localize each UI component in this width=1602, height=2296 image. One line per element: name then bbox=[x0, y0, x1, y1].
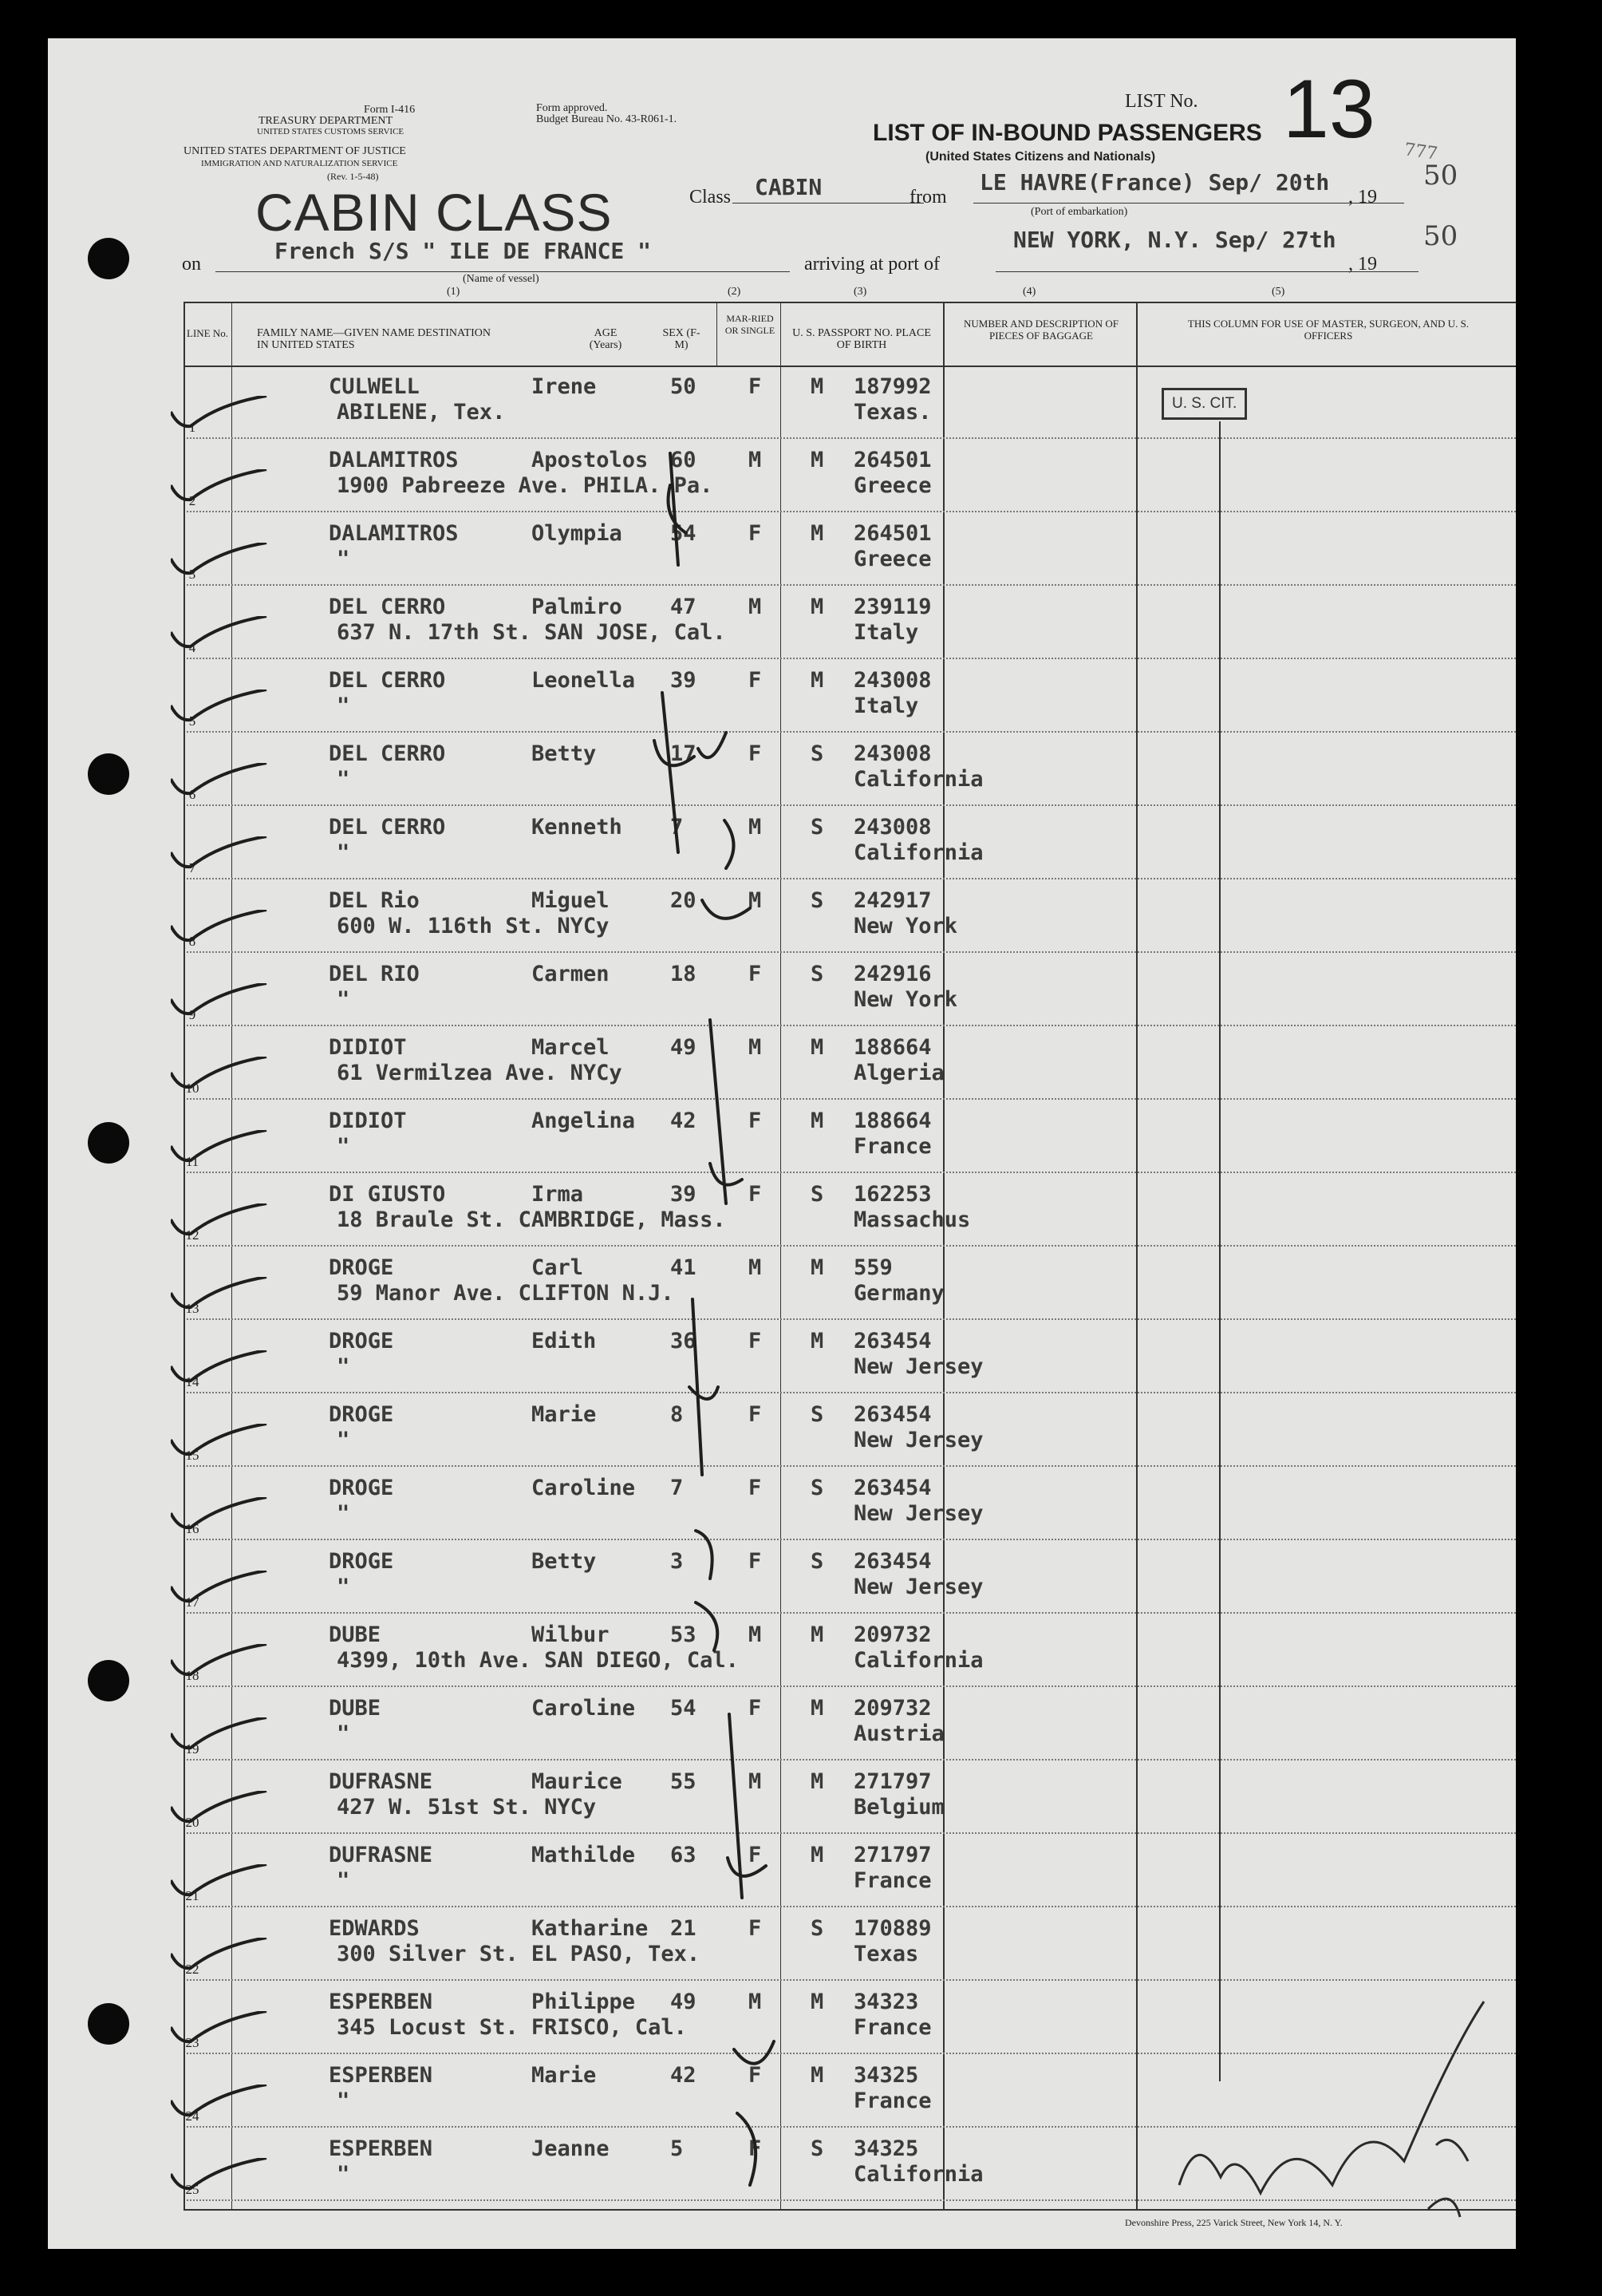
passenger-passport-no: 34325 bbox=[854, 2136, 919, 2161]
list-no-label: LIST No. bbox=[1125, 91, 1198, 112]
passenger-marital-status: M bbox=[811, 374, 824, 399]
col-number-1: (1) bbox=[447, 286, 460, 298]
passenger-marital-status: S bbox=[811, 1916, 824, 1941]
passenger-age: 49 bbox=[670, 1035, 696, 1060]
passenger-family-name: DALAMITROS bbox=[329, 448, 459, 472]
passenger-marital-status: S bbox=[811, 815, 824, 840]
handwritten-annotations bbox=[48, 38, 1516, 2249]
passenger-family-name: DUBE bbox=[329, 1696, 381, 1721]
form-number: Form I-416 bbox=[364, 104, 416, 116]
passenger-passport-no: 187992 bbox=[854, 374, 932, 399]
passenger-marital-status: S bbox=[811, 1402, 824, 1427]
us-cit-stamp: U. S. CIT. bbox=[1162, 388, 1247, 420]
passenger-age: 3 bbox=[670, 1549, 684, 1574]
passenger-marital-status: M bbox=[811, 448, 824, 472]
passenger-passport-no: 264501 bbox=[854, 448, 932, 472]
passenger-destination: 637 N. 17th St. SAN JOSE, Cal. bbox=[337, 620, 726, 645]
line-number: 24 bbox=[185, 2108, 199, 2124]
passenger-age: 54 bbox=[670, 1696, 696, 1721]
passenger-destination: ABILENE, Tex. bbox=[337, 400, 506, 425]
passenger-family-name: DEL CERRO bbox=[329, 741, 446, 766]
passenger-family-name: EDWARDS bbox=[329, 1916, 420, 1941]
passenger-family-name: DEL RIO bbox=[329, 962, 420, 986]
passenger-family-name: DUBE bbox=[329, 1622, 381, 1647]
passenger-marital-status: M bbox=[811, 521, 824, 546]
port-year: 50 bbox=[1423, 220, 1458, 252]
line-number: 21 bbox=[185, 1888, 199, 1903]
line-number: 20 bbox=[185, 1815, 199, 1830]
passenger-sex: F bbox=[748, 1843, 762, 1867]
passenger-sex: F bbox=[748, 374, 762, 399]
line-number: 13 bbox=[185, 1301, 199, 1316]
passenger-destination: 61 Vermilzea Ave. NYCy bbox=[337, 1061, 622, 1085]
passenger-birthplace: Austria bbox=[854, 1721, 945, 1746]
passenger-passport-no: 243008 bbox=[854, 815, 932, 840]
passenger-passport-no: 170889 bbox=[854, 1916, 932, 1941]
passenger-marital-status: M bbox=[811, 1108, 824, 1133]
passenger-family-name: ESPERBEN bbox=[329, 1990, 433, 2014]
passenger-birthplace: France bbox=[854, 1868, 932, 1893]
passenger-family-name: ESPERBEN bbox=[329, 2063, 433, 2088]
passenger-birthplace: California bbox=[854, 767, 984, 792]
vessel-value: French S/S " ILE DE FRANCE " bbox=[274, 238, 652, 264]
from-year-prefix: , 19 bbox=[1348, 187, 1377, 207]
passenger-marital-status: M bbox=[811, 1329, 824, 1353]
passenger-given-name: Katharine bbox=[531, 1916, 649, 1941]
passenger-marital-status: M bbox=[811, 2063, 824, 2088]
passenger-sex: F bbox=[748, 962, 762, 986]
line-number: 2 bbox=[188, 493, 196, 508]
passenger-passport-no: 209732 bbox=[854, 1622, 932, 1647]
passenger-age: 42 bbox=[670, 1108, 696, 1133]
passenger-given-name: Mathilde bbox=[531, 1843, 636, 1867]
passenger-birthplace: Belgium bbox=[854, 1795, 945, 1820]
passenger-sex: F bbox=[748, 1182, 762, 1207]
passenger-destination: " bbox=[337, 987, 350, 1012]
passenger-destination: " bbox=[337, 1134, 350, 1159]
passenger-passport-no: 263454 bbox=[854, 1476, 932, 1500]
passenger-family-name: DEL CERRO bbox=[329, 595, 446, 619]
passenger-birthplace: New Jersey bbox=[854, 1575, 984, 1599]
list-title: LIST OF IN-BOUND PASSENGERS bbox=[873, 120, 1262, 146]
passenger-age: 8 bbox=[670, 1402, 684, 1427]
passenger-given-name: Leonella bbox=[531, 668, 636, 693]
passenger-family-name: DEL Rio bbox=[329, 888, 420, 913]
passenger-passport-no: 162253 bbox=[854, 1182, 932, 1207]
passenger-destination: 345 Locust St. FRISCO, Cal. bbox=[337, 2015, 687, 2040]
passenger-sex: M bbox=[748, 1990, 762, 2014]
passenger-age: 55 bbox=[670, 1769, 696, 1794]
passenger-family-name: DROGE bbox=[329, 1329, 394, 1353]
passenger-birthplace: California bbox=[854, 1648, 984, 1673]
form-customs: UNITED STATES CUSTOMS SERVICE bbox=[257, 127, 404, 136]
passenger-sex: M bbox=[748, 1035, 762, 1060]
form-budget: Budget Bureau No. 43-R061-1. bbox=[536, 113, 677, 125]
passenger-destination: 300 Silver St. EL PASO, Tex. bbox=[337, 1942, 700, 1966]
passenger-given-name: Edith bbox=[531, 1329, 597, 1353]
passenger-destination: 4399, 10th Ave. SAN DIEGO, Cal. bbox=[337, 1648, 739, 1673]
passenger-birthplace: France bbox=[854, 2089, 932, 2113]
passenger-age: 42 bbox=[670, 2063, 696, 2088]
handwritten-corner: 777 bbox=[1403, 140, 1439, 164]
passenger-family-name: ESPERBEN bbox=[329, 2136, 433, 2161]
from-value: LE HAVRE(France) Sep/ 20th bbox=[980, 169, 1330, 196]
passenger-sex: M bbox=[748, 1622, 762, 1647]
passenger-passport-no: 188664 bbox=[854, 1108, 932, 1133]
passenger-given-name: Irma bbox=[531, 1182, 584, 1207]
passenger-destination: " bbox=[337, 1428, 350, 1452]
class-value: CABIN bbox=[755, 174, 823, 200]
passenger-family-name: DEL CERRO bbox=[329, 815, 446, 840]
passenger-sex: F bbox=[748, 1329, 762, 1353]
passenger-given-name: Betty bbox=[531, 741, 597, 766]
passenger-given-name: Wilbur bbox=[531, 1622, 610, 1647]
passenger-marital-status: M bbox=[811, 1255, 824, 1280]
passenger-given-name: Palmiro bbox=[531, 595, 622, 619]
form-approved: Form approved. bbox=[536, 102, 608, 114]
passenger-birthplace: Italy bbox=[854, 620, 919, 645]
passenger-marital-status: S bbox=[811, 2136, 824, 2161]
passenger-family-name: DROGE bbox=[329, 1402, 394, 1427]
passenger-birthplace: Germany bbox=[854, 1281, 945, 1306]
passenger-destination: " bbox=[337, 1354, 350, 1379]
passenger-passport-no: 34325 bbox=[854, 2063, 919, 2088]
passenger-given-name: Marie bbox=[531, 2063, 597, 2088]
passenger-sex: M bbox=[748, 1255, 762, 1280]
passenger-given-name: Angelina bbox=[531, 1108, 636, 1133]
form-ins: IMMIGRATION AND NATURALIZATION SERVICE bbox=[201, 159, 398, 168]
passenger-marital-status: M bbox=[811, 1843, 824, 1867]
line-number: 22 bbox=[185, 1962, 199, 1977]
passenger-age: 36 bbox=[670, 1329, 696, 1353]
passenger-sex: M bbox=[748, 1769, 762, 1794]
passenger-family-name: DEL CERRO bbox=[329, 668, 446, 693]
passenger-sex: F bbox=[748, 1549, 762, 1574]
passenger-age: 63 bbox=[670, 1843, 696, 1867]
vessel-caption: (Name of vessel) bbox=[463, 273, 539, 285]
passenger-family-name: DIDIOT bbox=[329, 1035, 407, 1060]
header-line-no: LINE No. bbox=[187, 327, 228, 339]
passenger-age: 53 bbox=[670, 1622, 696, 1647]
line-number: 5 bbox=[188, 713, 196, 729]
passenger-destination: " bbox=[337, 1721, 350, 1746]
line-number: 11 bbox=[185, 1154, 199, 1169]
header-baggage: NUMBER AND DESCRIPTION OF PIECES OF BAGGAGE bbox=[964, 318, 1119, 342]
line-number: 15 bbox=[185, 1448, 199, 1463]
passenger-destination: 600 W. 116th St. NYCy bbox=[337, 914, 610, 939]
passenger-age: 39 bbox=[670, 1182, 696, 1207]
passenger-marital-status: M bbox=[811, 1696, 824, 1721]
passenger-family-name: DUFRASNE bbox=[329, 1843, 433, 1867]
passenger-passport-no: 34323 bbox=[854, 1990, 919, 2014]
list-number: 13 bbox=[1283, 63, 1375, 156]
passenger-family-name: DROGE bbox=[329, 1549, 394, 1574]
col-number-3: (3) bbox=[854, 286, 867, 298]
passenger-birthplace: Greece bbox=[854, 547, 932, 571]
class-label: Class bbox=[689, 187, 732, 207]
embark-caption: (Port of embarkation) bbox=[1031, 206, 1128, 218]
passenger-sex: F bbox=[748, 1108, 762, 1133]
passenger-given-name: Carl bbox=[531, 1255, 584, 1280]
passenger-marital-status: S bbox=[811, 888, 824, 913]
passenger-passport-no: 243008 bbox=[854, 668, 932, 693]
passenger-birthplace: California bbox=[854, 2162, 984, 2187]
line-number: 6 bbox=[188, 787, 196, 802]
header-age: AGE (Years) bbox=[589, 327, 622, 351]
passenger-marital-status: S bbox=[811, 1182, 824, 1207]
passenger-age: 39 bbox=[670, 668, 696, 693]
line-number: 9 bbox=[188, 1007, 196, 1022]
passenger-age: 54 bbox=[670, 521, 696, 546]
passenger-given-name: Betty bbox=[531, 1549, 597, 1574]
passenger-passport-no: 242917 bbox=[854, 888, 932, 913]
line-number: 17 bbox=[185, 1595, 199, 1610]
passenger-family-name: DROGE bbox=[329, 1476, 394, 1500]
passenger-age: 20 bbox=[670, 888, 696, 913]
passenger-sex: F bbox=[748, 1402, 762, 1427]
passenger-age: 18 bbox=[670, 962, 696, 986]
passenger-marital-status: M bbox=[811, 595, 824, 619]
passenger-passport-no: 263454 bbox=[854, 1329, 932, 1353]
passenger-given-name: Marie bbox=[531, 1402, 597, 1427]
passenger-age: 60 bbox=[670, 448, 696, 472]
passenger-destination: " bbox=[337, 547, 350, 571]
passenger-age: 7 bbox=[670, 815, 684, 840]
col-number-5: (5) bbox=[1272, 286, 1285, 298]
passenger-given-name: Caroline bbox=[531, 1476, 636, 1500]
header-passport: U. S. PASSPORT NO. PLACE OF BIRTH bbox=[792, 327, 931, 351]
passenger-destination: " bbox=[337, 1501, 350, 1526]
passenger-sex: M bbox=[748, 815, 762, 840]
passenger-passport-no: 263454 bbox=[854, 1402, 932, 1427]
passenger-family-name: DROGE bbox=[329, 1255, 394, 1280]
passenger-family-name: DIDIOT bbox=[329, 1108, 407, 1133]
passenger-given-name: Olympia bbox=[531, 521, 622, 546]
passenger-sex: F bbox=[748, 741, 762, 766]
header-married: MAR-RIED OR SINGLE bbox=[724, 313, 775, 336]
passenger-birthplace: Algeria bbox=[854, 1061, 945, 1085]
passenger-age: 49 bbox=[670, 1990, 696, 2014]
passenger-birthplace: Italy bbox=[854, 694, 919, 718]
passenger-given-name: Kenneth bbox=[531, 815, 622, 840]
line-number: 18 bbox=[185, 1668, 199, 1683]
passenger-destination: " bbox=[337, 767, 350, 792]
passenger-passport-no: 209732 bbox=[854, 1696, 932, 1721]
passenger-sex: F bbox=[748, 2136, 762, 2161]
passenger-age: 50 bbox=[670, 374, 696, 399]
passenger-destination: " bbox=[337, 694, 350, 718]
passenger-destination: 18 Braule St. CAMBRIDGE, Mass. bbox=[337, 1207, 726, 1232]
line-number: 8 bbox=[188, 934, 196, 949]
passenger-given-name: Philippe bbox=[531, 1990, 636, 2014]
passenger-sex: F bbox=[748, 1696, 762, 1721]
passenger-age: 5 bbox=[670, 2136, 684, 2161]
line-number: 3 bbox=[188, 567, 196, 582]
from-year: 50 bbox=[1423, 160, 1458, 192]
passenger-marital-status: M bbox=[811, 1990, 824, 2014]
passenger-age: 47 bbox=[670, 595, 696, 619]
passenger-sex: M bbox=[748, 888, 762, 913]
passenger-marital-status: M bbox=[811, 668, 824, 693]
passenger-passport-no: 239119 bbox=[854, 595, 932, 619]
passenger-marital-status: M bbox=[811, 1622, 824, 1647]
passenger-passport-no: 271797 bbox=[854, 1769, 932, 1794]
manifest-page bbox=[48, 38, 1516, 2249]
passenger-birthplace: Massachus bbox=[854, 1207, 971, 1232]
passenger-given-name: Irene bbox=[531, 374, 597, 399]
passenger-age: 7 bbox=[670, 1476, 684, 1500]
passenger-birthplace: France bbox=[854, 1134, 932, 1159]
passenger-destination: " bbox=[337, 840, 350, 865]
line-number: 7 bbox=[188, 860, 196, 875]
port-value: NEW YORK, N.Y. Sep/ 27th bbox=[1013, 227, 1336, 253]
passenger-birthplace: New York bbox=[854, 987, 958, 1012]
passenger-given-name: Caroline bbox=[531, 1696, 636, 1721]
passenger-age: 41 bbox=[670, 1255, 696, 1280]
passenger-family-name: DI GIUSTO bbox=[329, 1182, 446, 1207]
passenger-marital-status: S bbox=[811, 741, 824, 766]
on-label: on bbox=[182, 254, 201, 275]
passenger-age: 21 bbox=[670, 1916, 696, 1941]
passenger-destination: 1900 Pabreeze Ave. PHILA. Pa. bbox=[337, 473, 713, 498]
passenger-family-name: DUFRASNE bbox=[329, 1769, 433, 1794]
passenger-destination: " bbox=[337, 2089, 350, 2113]
passenger-sex: F bbox=[748, 521, 762, 546]
port-year-prefix: , 19 bbox=[1348, 254, 1377, 275]
form-dept: TREASURY DEPARTMENT bbox=[258, 115, 393, 127]
passenger-passport-no: 264501 bbox=[854, 521, 932, 546]
passenger-destination: " bbox=[337, 2162, 350, 2187]
form-justice: UNITED STATES DEPARTMENT OF JUSTICE bbox=[183, 145, 406, 157]
printer-footer: Devonshire Press, 225 Varick Street, New York 14, N. Y. bbox=[1125, 2217, 1343, 2228]
line-number: 25 bbox=[185, 2182, 199, 2197]
line-number: 4 bbox=[188, 640, 196, 655]
passenger-given-name: Miguel bbox=[531, 888, 610, 913]
passenger-birthplace: New Jersey bbox=[854, 1428, 984, 1452]
passenger-passport-no: 559 bbox=[854, 1255, 893, 1280]
passenger-destination: 427 W. 51st St. NYCy bbox=[337, 1795, 597, 1820]
passenger-passport-no: 243008 bbox=[854, 741, 932, 766]
arriving-label: arriving at port of bbox=[804, 254, 940, 275]
passenger-sex: M bbox=[748, 595, 762, 619]
line-number: 12 bbox=[185, 1227, 199, 1243]
passenger-birthplace: New Jersey bbox=[854, 1354, 984, 1379]
from-label: from bbox=[910, 187, 947, 207]
line-number: 14 bbox=[185, 1374, 199, 1389]
passenger-birthplace: California bbox=[854, 840, 984, 865]
line-number: 23 bbox=[185, 2035, 199, 2050]
passenger-birthplace: Greece bbox=[854, 473, 932, 498]
passenger-sex: M bbox=[748, 448, 762, 472]
passenger-sex: F bbox=[748, 1916, 762, 1941]
passenger-age: 17 bbox=[670, 741, 696, 766]
passenger-marital-status: S bbox=[811, 1549, 824, 1574]
line-number: 16 bbox=[185, 1521, 199, 1536]
passenger-given-name: Apostolos bbox=[531, 448, 649, 472]
passenger-birthplace: France bbox=[854, 2015, 932, 2040]
header-officers: THIS COLUMN FOR USE OF MASTER, SURGEON, AND U. S. OFFICERS bbox=[1187, 318, 1470, 342]
passenger-birthplace: Texas. bbox=[854, 400, 932, 425]
passenger-given-name: Maurice bbox=[531, 1769, 622, 1794]
passenger-given-name: Carmen bbox=[531, 962, 610, 986]
passenger-destination: 59 Manor Ave. CLIFTON N.J. bbox=[337, 1281, 674, 1306]
passenger-birthplace: New Jersey bbox=[854, 1501, 984, 1526]
passenger-destination: " bbox=[337, 1868, 350, 1893]
passenger-marital-status: M bbox=[811, 1035, 824, 1060]
passenger-passport-no: 263454 bbox=[854, 1549, 932, 1574]
passenger-sex: F bbox=[748, 1476, 762, 1500]
passenger-marital-status: S bbox=[811, 1476, 824, 1500]
passenger-passport-no: 242916 bbox=[854, 962, 932, 986]
passenger-destination: " bbox=[337, 1575, 350, 1599]
header-family-name: FAMILY NAME—GIVEN NAME DESTINATION IN UNITED STATES bbox=[257, 327, 491, 351]
passenger-birthplace: Texas bbox=[854, 1942, 919, 1966]
form-rev: (Rev. 1-5-48) bbox=[327, 171, 379, 182]
passenger-marital-status: S bbox=[811, 962, 824, 986]
passenger-family-name: CULWELL bbox=[329, 374, 420, 399]
header-sex: SEX (F-M) bbox=[662, 327, 700, 351]
passenger-given-name: Marcel bbox=[531, 1035, 610, 1060]
line-number: 19 bbox=[185, 1741, 199, 1757]
passenger-marital-status: M bbox=[811, 1769, 824, 1794]
passenger-passport-no: 188664 bbox=[854, 1035, 932, 1060]
passenger-birthplace: New York bbox=[854, 914, 958, 939]
passenger-passport-no: 271797 bbox=[854, 1843, 932, 1867]
col-number-4: (4) bbox=[1023, 286, 1036, 298]
line-number: 10 bbox=[185, 1081, 199, 1096]
passenger-family-name: DALAMITROS bbox=[329, 521, 459, 546]
passenger-sex: F bbox=[748, 2063, 762, 2088]
col-number-2: (2) bbox=[728, 286, 741, 298]
list-subtitle: (United States Citizens and Nationals) bbox=[925, 150, 1156, 164]
cabin-class-stamp: CABIN CLASS bbox=[255, 183, 613, 242]
passenger-given-name: Jeanne bbox=[531, 2136, 610, 2161]
passenger-sex: F bbox=[748, 668, 762, 693]
line-number: 1 bbox=[188, 420, 196, 435]
